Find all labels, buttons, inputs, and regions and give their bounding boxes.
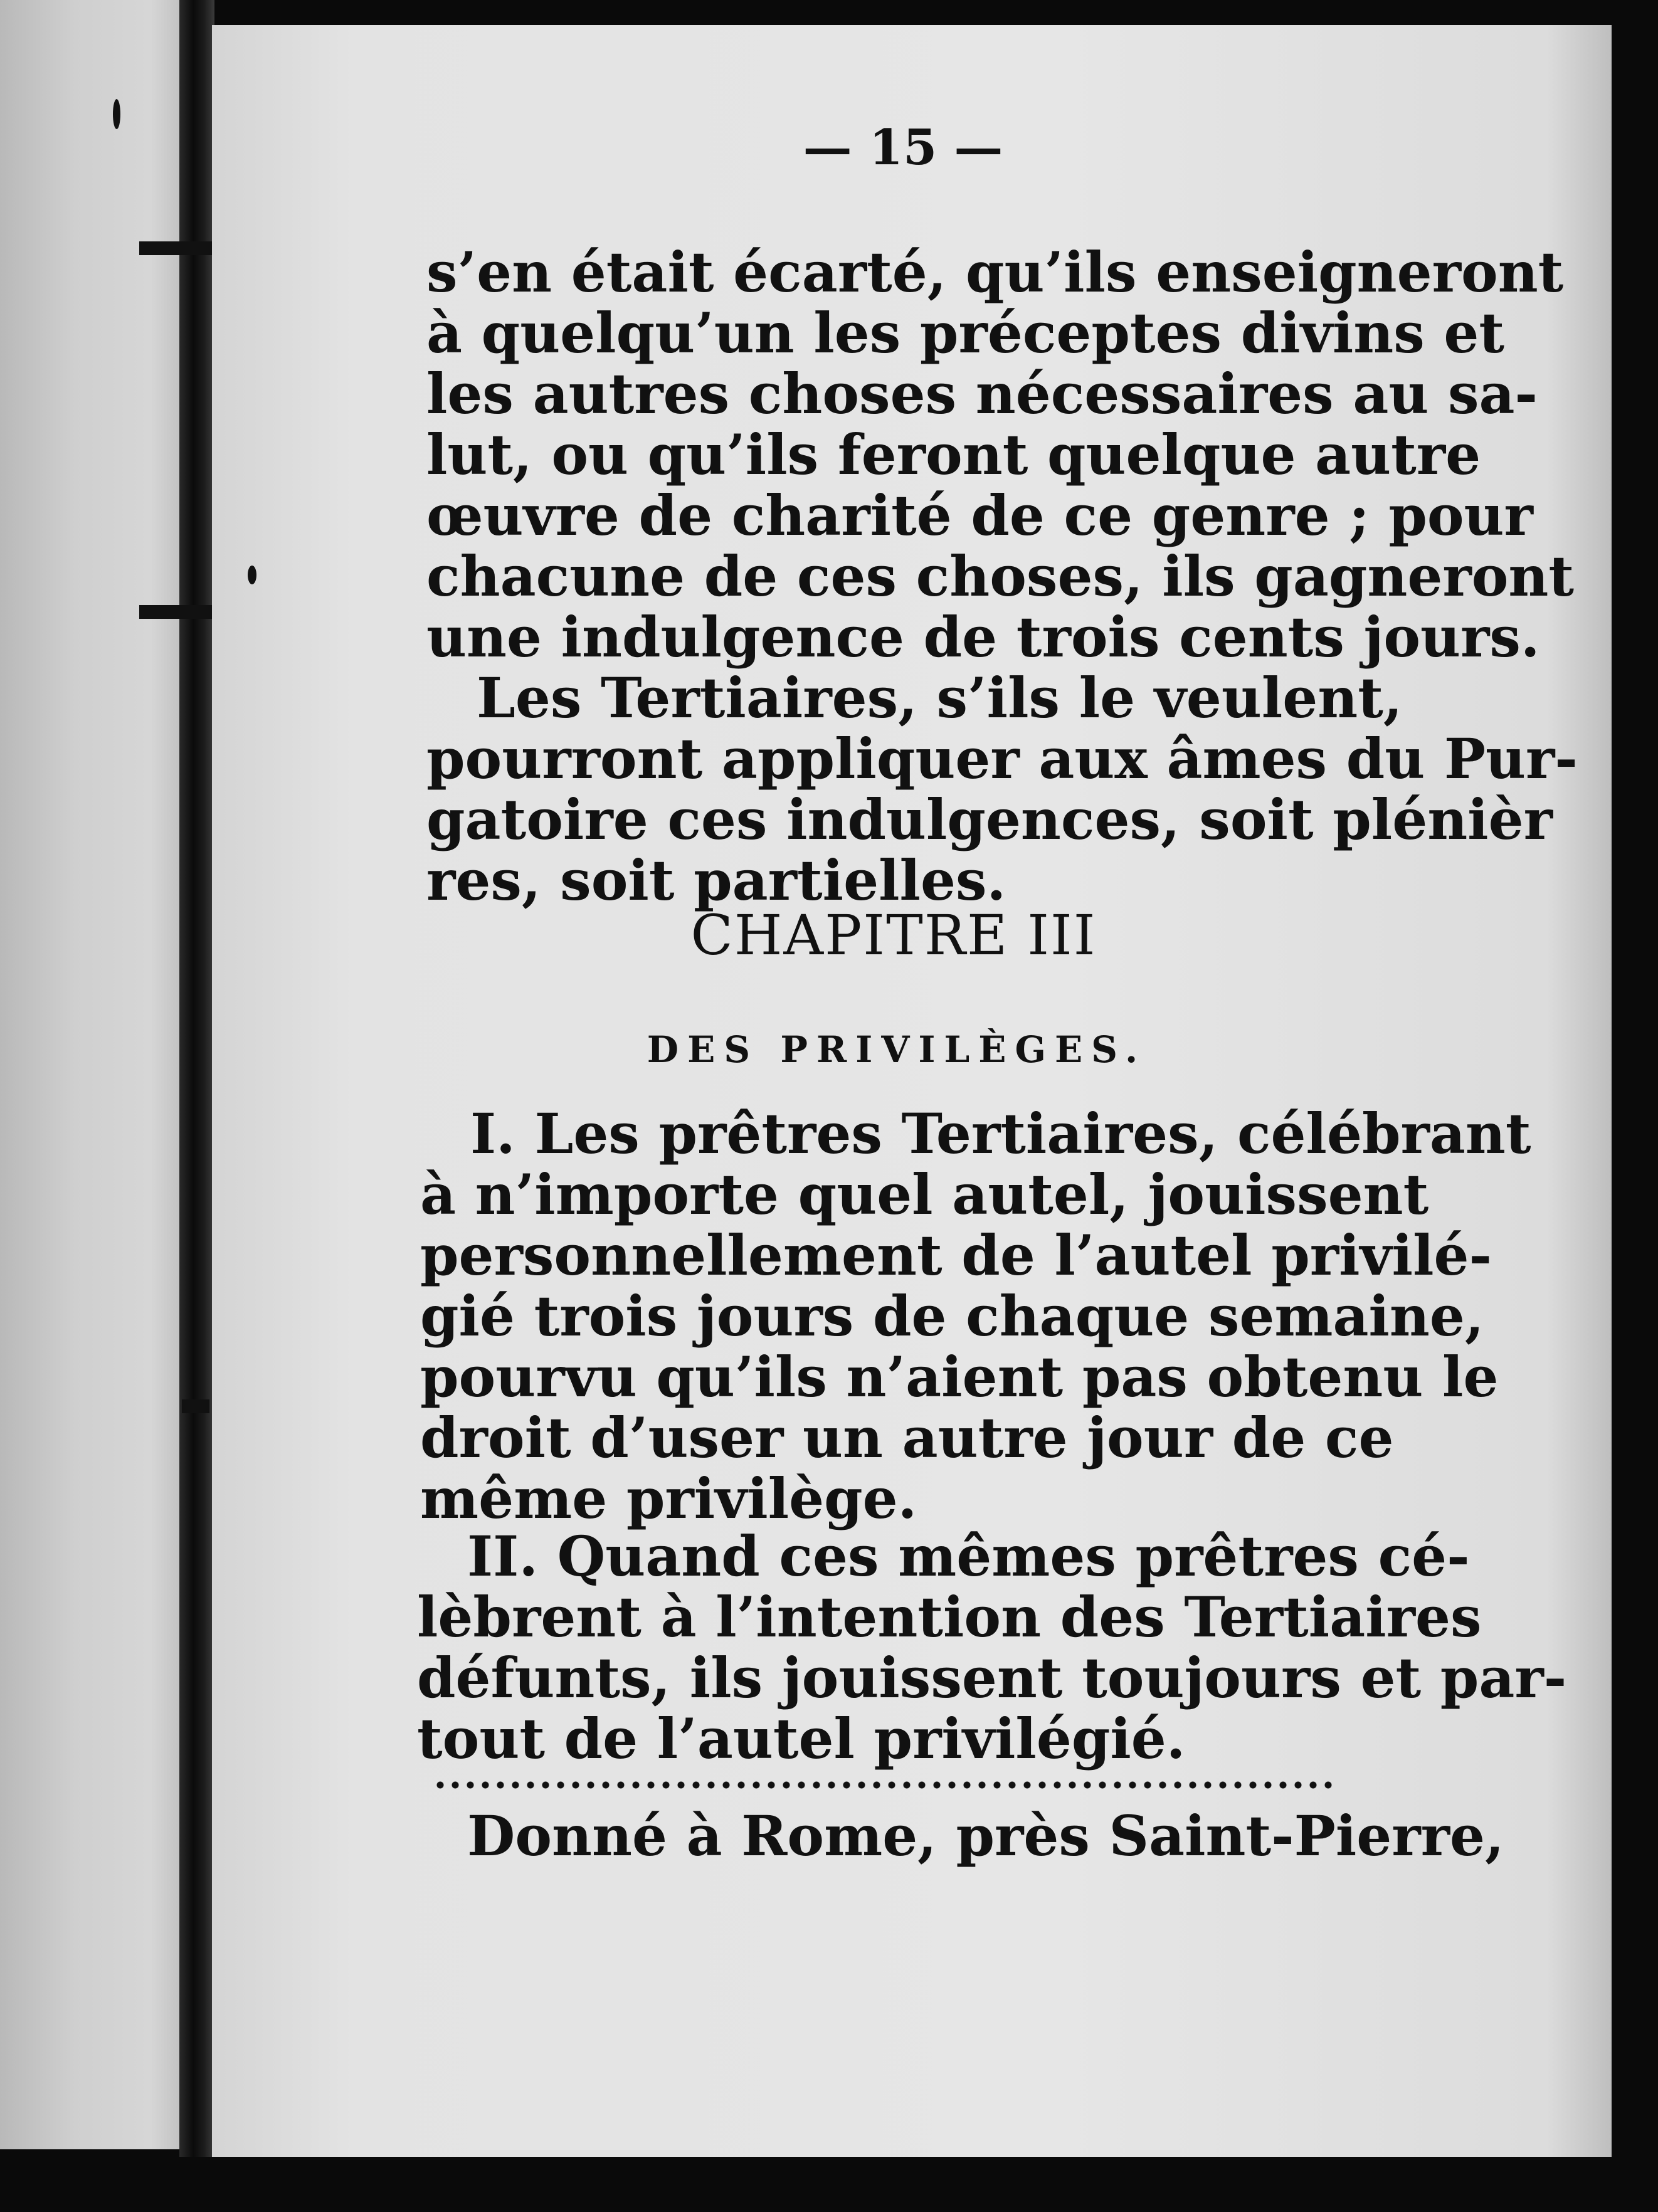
text-line: droit d’user un autre jour de ce [420, 1405, 1394, 1470]
ink-speck [113, 99, 120, 129]
binding-stitch [139, 241, 214, 255]
text-line: lut, ou qu’ils feront quelque autre [426, 422, 1481, 487]
text-line: à n’importe quel autel, jouissent [420, 1162, 1429, 1227]
paragraph-continuation [426, 240, 1575, 670]
text-line: pourront appliquer aux âmes du Pur- [426, 726, 1578, 791]
paragraph-tertiaires [426, 665, 1578, 913]
closing-line [467, 1803, 1504, 1868]
book-gutter [179, 0, 214, 2212]
text-line: à quelqu’un les préceptes divins et [426, 300, 1505, 366]
text-line: Les Tertiaires, s’ils le veulent, [477, 665, 1403, 730]
paragraph-privilege-one [420, 1101, 1531, 1531]
text-line: res, soit partielles. [426, 848, 1006, 913]
ink-speck [248, 566, 256, 584]
text-line: lèbrent à l’intention des Tertiaires [417, 1584, 1482, 1650]
chapter-title: CHAPITRE III [690, 903, 1097, 967]
scan-border-right [1612, 0, 1658, 2212]
text-line: les autres choses nécessaires au sa- [426, 361, 1538, 426]
binding-stitch [182, 1399, 209, 1413]
text-line: gié trois jours de chaque semaine, [420, 1283, 1484, 1349]
text-line: Donné à Rome, près Saint-Pierre, [467, 1803, 1504, 1868]
dotted-separator [433, 1779, 1336, 1791]
text-line: œuvre de charité de ce genre ; pour [426, 483, 1533, 548]
previous-page-margin [0, 0, 188, 2149]
section-title: DES PRIVILÈGES. [647, 1028, 1147, 1071]
text-line: gatoire ces indulgences, soit plénièr [426, 787, 1553, 852]
text-line: tout de l’autel privilégié. [417, 1706, 1186, 1771]
text-line: défunts, ils jouissent toujours et par- [417, 1645, 1567, 1710]
text-line: I. Les prêtres Tertiaires, célébrant [470, 1101, 1531, 1166]
text-line: chacune de ces choses, ils gagneront [426, 544, 1575, 609]
text-line: s’en était écarté, qu’ils enseigneront [426, 240, 1564, 305]
page-number: — 15 — [803, 119, 1003, 176]
text-line: même privilège. [420, 1466, 917, 1531]
binding-stitch [139, 605, 214, 619]
text-line: II. Quand ces mêmes prêtres cé- [467, 1524, 1470, 1589]
scan-border-bottom [0, 2157, 1658, 2212]
text-line: personnellement de l’autel privilé- [420, 1223, 1492, 1288]
text-line: pourvu qu’ils n’aient pas obtenu le [420, 1344, 1499, 1409]
text-line: une indulgence de trois cents jours. [426, 604, 1540, 670]
paragraph-privilege-two [417, 1524, 1567, 1771]
